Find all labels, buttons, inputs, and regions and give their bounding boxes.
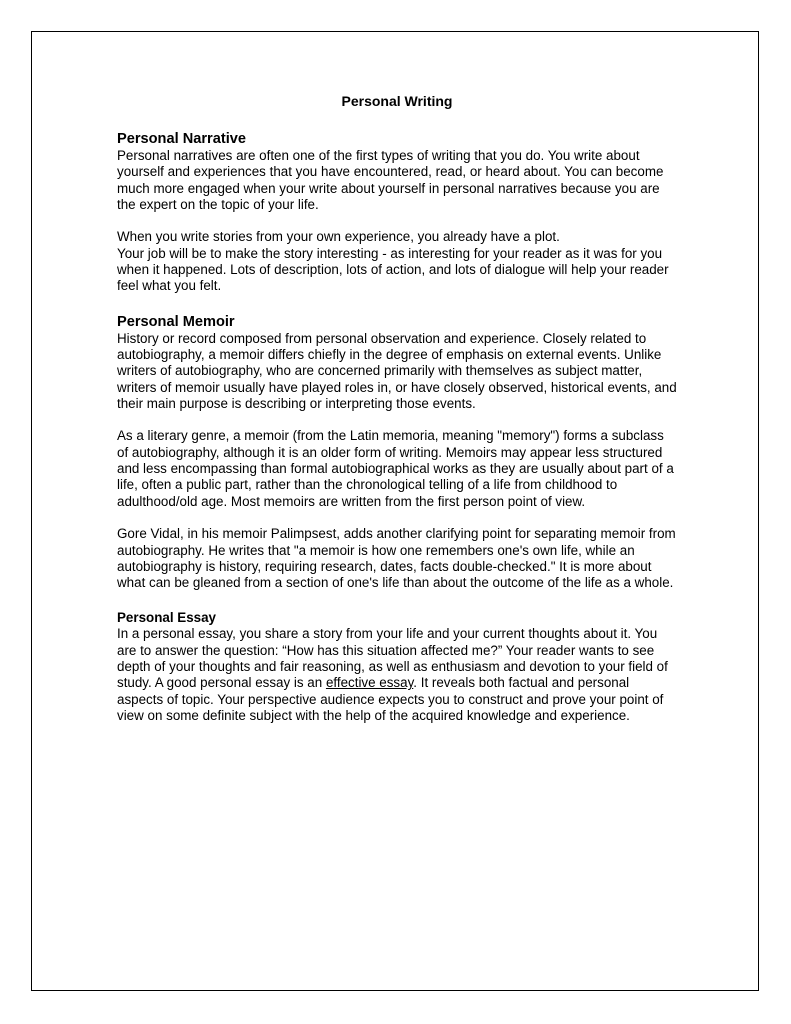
section-personal-narrative [117,130,677,295]
essay-paragraph [117,626,677,724]
heading-personal-essay: Personal Essay [117,610,217,626]
effective-essay-link[interactable]: effective essay [325,675,414,691]
memoir-paragraph-1: History or record composed from personal observation and experience. Closely related to autobiography, a memoir differs chiefly in the degree of emphasis on external events. Unlike writers of autobiography, who are concerned primarily with themselves as subject matter, writers of memoir usually have played roles in, or have closely observed, historical events, and their main purpose is describing or interpreting those events. [117,330,677,411]
memoir-paragraph-2: As a literary genre, a memoir (from the Latin memoria, meaning "memory") forms a subclass of autobiography, although it is an older form of writing. Memoirs may appear less structured and less encompassing than formal autobiographical works as they are usually about part of a life, often a public part, rather than the chronological telling of a life from childhood to adulthood/old age. Most memoirs are written from the first person point of view. [117,428,674,509]
section-personal-essay [117,609,677,724]
document-title: Personal Writing [341,93,453,109]
heading-personal-narrative: Personal Narrative [117,131,246,147]
heading-personal-memoir: Personal Memoir [117,313,235,330]
essay-text-after-link: . It reveals both factual and personal aspects of topic. Your perspective audience expects you to construct and prove your point of view on some definite subject with the help of the acquired knowledge and experience. [117,675,664,723]
narrative-paragraph-1: Personal narratives are often one of the first types of writing that you do. You write about yourself and experiences that you have encountered, read, or heard about. You can become much more engaged when your write about yourself in personal narratives because you are the expert on the topic of your life. [117,148,664,212]
section-personal-memoir [117,313,677,592]
narrative-paragraph-2: Your job will be to make the story interesting - as interesting for your reader as it was for you when it happened. Lots of description, lots of action, and lots of dialogue will help your reader feel what you felt. [117,245,669,294]
essay-text-before-link: In a personal essay, you share a story from your life and your current thoughts about it. You are to answer the question: “How has this situation affected me?” Your reader wants to see depth of your thoughts and fair reasoning, as well as enthusiasm and devotion to your field of study. A good personal essay is an [117,626,668,691]
narrative-paragraph-2-line-1: When you write stories from your own experience, you already have a plot. [117,229,560,245]
memoir-paragraph-3: Gore Vidal, in his memoir Palimpsest, adds another clarifying point for separating memoir from autobiography. He writes that "a memoir is how one remembers one's own life, while an autobiography is history, requiring research, dates, facts double-checked." It is more about what can be gleaned from a section of one's life than about the outcome of the life as a whole. [117,526,676,591]
document-body [117,92,677,724]
